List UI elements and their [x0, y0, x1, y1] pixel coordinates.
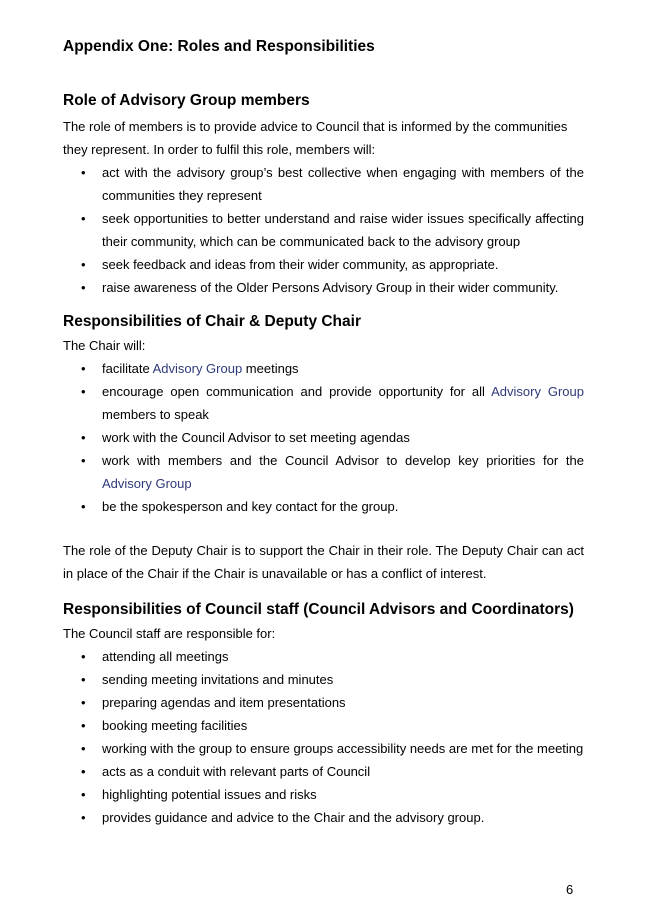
section-intro-council-staff: The Council staff are responsible for: [63, 626, 276, 641]
advisory-group-link[interactable]: Advisory Group [102, 476, 192, 491]
bullet-icon: • [81, 499, 86, 514]
bullet-icon: • [81, 165, 86, 180]
list-item: • acts as a conduit with relevant parts of Council [63, 760, 584, 783]
document-page [63, 37, 584, 829]
bullet-icon: • [81, 810, 86, 825]
list-item: • provides guidance and advice to the Chair and the advisory group. [63, 806, 584, 829]
list-item: • preparing agendas and item presentations [63, 691, 584, 714]
bullet-icon: • [81, 672, 86, 687]
bullet-icon: • [81, 211, 86, 226]
list-item: • attending all meetings [63, 645, 584, 668]
member-duties-list [63, 161, 584, 299]
advisory-group-link[interactable]: Advisory Group [152, 361, 243, 376]
section-heading-council-staff: Responsibilities of Council staff (Council Advisors and Coordinators) [63, 601, 574, 618]
bullet-icon: • [81, 741, 86, 756]
list-item: • facilitate Advisory Group meetings [63, 357, 584, 380]
list-item: • work with members and the Council Advisor to develop key priorities for the Advisory Group [63, 449, 584, 495]
section-intro-advisory-members: The role of members is to provide advice to Council that is informed by the communities they represent. In order to fulfil this role, members will: [63, 119, 568, 157]
bullet-icon: • [81, 718, 86, 733]
bullet-icon: • [81, 280, 86, 295]
deputy-chair-paragraph: The role of the Deputy Chair is to support the Chair in their role. The Deputy Chair can act in place of the Chair if the Chair is unavailable or has a conflict of interest. [63, 543, 584, 581]
list-item: • seek opportunities to better understand and raise wider issues specifically affecting their community, which can be communicated back to the advisory group [63, 207, 584, 253]
list-item: • booking meeting facilities [63, 714, 584, 737]
list-item: • be the spokesperson and key contact for the group. [63, 495, 584, 518]
list-item: • seek feedback and ideas from their wider community, as appropriate. [63, 253, 584, 276]
section-heading-chair: Responsibilities of Chair & Deputy Chair [63, 313, 361, 330]
bullet-icon: • [81, 764, 86, 779]
section-heading-advisory-members: Role of Advisory Group members [63, 92, 310, 109]
list-item: • act with the advisory group’s best collective when engaging with members of the communities they represent [63, 161, 584, 207]
list-item: • working with the group to ensure groups accessibility needs are met for the meeting [63, 737, 584, 760]
list-item: • highlighting potential issues and risks [63, 783, 584, 806]
bullet-icon: • [81, 787, 86, 802]
staff-duties-list [63, 645, 584, 829]
bullet-icon: • [81, 257, 86, 272]
advisory-group-link[interactable]: Advisory Group [491, 384, 584, 399]
list-item: • sending meeting invitations and minutes [63, 668, 584, 691]
appendix-title: Appendix One: Roles and Responsibilities [63, 38, 375, 55]
bullet-icon: • [81, 453, 86, 468]
bullet-icon: • [81, 649, 86, 664]
list-item: • raise awareness of the Older Persons Advisory Group in their wider community. [63, 276, 584, 299]
chair-duties-list [63, 357, 584, 518]
bullet-icon: • [81, 695, 86, 710]
bullet-icon: • [81, 361, 86, 376]
list-item: • work with the Council Advisor to set meeting agendas [63, 426, 584, 449]
list-item: • encourage open communication and provide opportunity for all Advisory Group members to speak [63, 380, 584, 426]
page-number: 6 [566, 882, 574, 897]
bullet-icon: • [81, 430, 86, 445]
section-intro-chair: The Chair will: [63, 338, 146, 353]
bullet-icon: • [81, 384, 86, 399]
